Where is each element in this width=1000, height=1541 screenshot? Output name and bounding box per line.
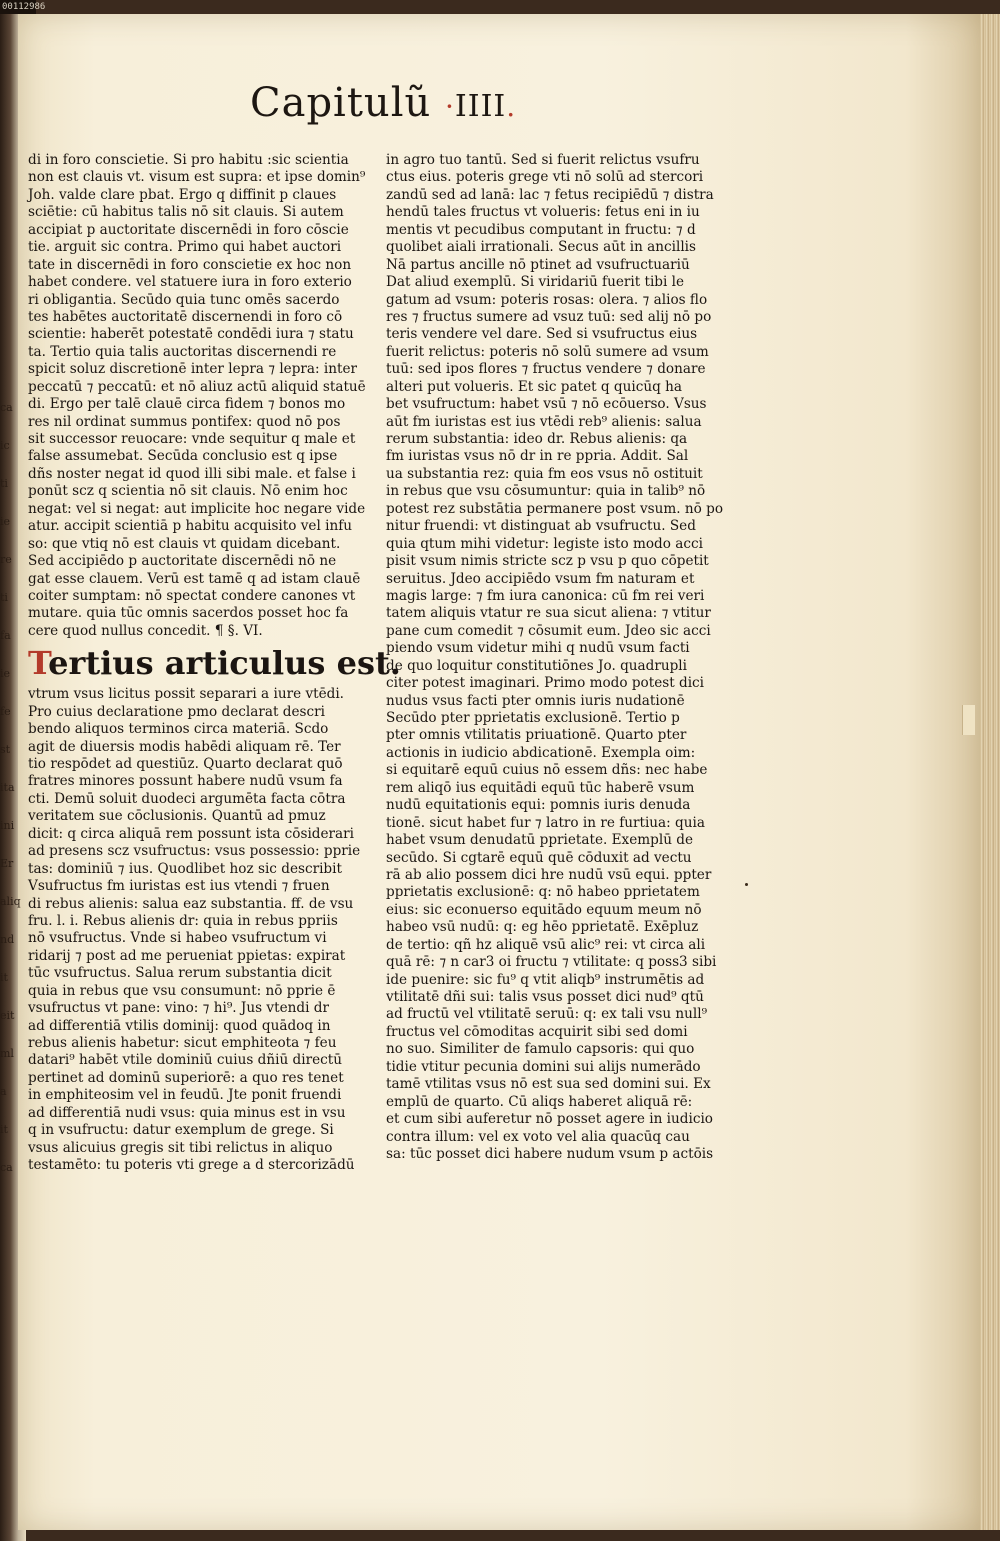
margin-fragment: Er [0, 857, 14, 870]
text-line: in rebus que vsu cōsumuntur: quia in talib⁹ nō [386, 483, 706, 500]
text-line: veritatem sue cōclusionis. Quantū ad pmuz [28, 808, 326, 825]
chapter-mark: . [506, 90, 517, 123]
text-line: fructus vel cōmoditas acquirit sibi sed domi [386, 1023, 688, 1040]
catalog-id: 00112986 [2, 2, 46, 12]
text-line: dicit: q circa aliquā rem possunt ista cōsiderari [28, 825, 354, 842]
text-line: zandū sed ad lanā: lac ⁊ fetus recipiēdū ⁊ distra [386, 186, 714, 203]
left-column-top [28, 152, 366, 640]
margin-fragment: ie [0, 667, 11, 680]
margin-fragment: nd [0, 933, 15, 946]
text-line: vtilitatē dñi sui: talis vsus posset dici nud⁹ qtū [386, 989, 704, 1005]
text-line: pisit vsum nimis stricte scz p vsu p quo cōpetit [386, 553, 709, 570]
margin-fragment: fe [0, 705, 11, 718]
text-line: res nil ordinat summus pontifex: quod nō pos [28, 413, 341, 430]
page-edges [980, 14, 1000, 1530]
text-line: mentis vt pecudibus computant in fructu: ⁊ d [386, 221, 696, 238]
text-line: vsufructus vt pane: vino: ⁊ hi⁹. Jus vtendi dr [28, 1000, 329, 1017]
text-line: Secūdo pter pprietatis exclusionē. Tertio p [386, 710, 680, 726]
ink-blot [745, 883, 748, 886]
text-line: rā ab alio possem dici hre nudū vsū equi. ppter [386, 866, 712, 883]
text-line: ide puenire: sic fu⁹ q vtit aliqb⁹ instrumētis ad [386, 971, 705, 988]
text-line: tamē vtilitas vsus nō est sua sed domini sui. Ex [386, 1076, 711, 1093]
text-line: nō vsufructus. Vnde si habeo vsufructum vi [28, 930, 327, 947]
text-line: actionis in iudicio abdicationē. Exempla oim: [386, 744, 696, 761]
text-line: ctus eius. poteris grege vti nō solū ad stercori [386, 169, 704, 186]
text-line: Sed accipiēdo p auctoritate discernēdi nō ne [28, 553, 337, 570]
text-line: quia in rebus que vsu consumunt: nō pprie ē [28, 982, 336, 999]
text-line: tas: dominiū ⁊ ius. Quodlibet hoz sic describit [28, 860, 342, 877]
text-line: so: que vtiq nō est clauis vt quidam dicebant. [28, 535, 341, 552]
text-line: agit de diuersis modis habēdi aliquam rē. Ter [28, 738, 341, 755]
text-line: sciētie: cū habitus talis nō sit clauis. Si autem [28, 204, 344, 221]
text-line: pane cum comedit ⁊ cōsumit eum. Jdeo sic acci [386, 622, 711, 639]
text-line: sa: tūc posset dici habere nudum vsum p actōis [386, 1145, 714, 1162]
margin-fragment: ti [0, 477, 8, 490]
margin-fragment: ini [0, 819, 15, 832]
text-line: peccatū ⁊ peccatū: et nō aliuz actū aliquid statuē [28, 378, 366, 395]
margin-fragment: ic [0, 439, 10, 452]
text-line: quia qtum mihi videtur: legiste isto modo acci [386, 535, 703, 552]
text-line: negat: vel si negat: aut implicite hoc negare vide [28, 500, 366, 517]
text-line: tate in discernēdi in foro conscietie ex hoc non [28, 256, 352, 273]
text-line: atur. accipit scientiā p habitu acquisito vel infu [28, 518, 353, 535]
text-line: vsus alicuius gregis sit tibi relictus in aliquo [28, 1139, 333, 1156]
text-line: Pro cuius declaratione pmo declarat descri [28, 703, 325, 720]
left-margin-fragments [0, 400, 22, 1198]
text-line: spicit soluz discretionē inter lepra ⁊ lepra: inter [28, 361, 358, 378]
text-line: fuerit relictus: poteris nō solū sumere ad vsum [386, 343, 709, 360]
text-line: sit successor reuocare: vnde sequitur q male et [28, 431, 356, 447]
text-line: quā rē: ⁊ n car3 oi fructu ⁊ vtilitate: q poss3 sibi [386, 954, 717, 971]
margin-fragment: ita [0, 781, 15, 794]
text-line: in agro tuo tantū. Sed si fuerit relictus vsufru [386, 152, 700, 168]
text-line: pprietatis exclusionē: q: nō habeo pprietatem [386, 884, 700, 901]
margin-fragment: ca [0, 401, 13, 414]
text-line: Joh. valde clare pbat. Ergo q diffinit p claues [28, 186, 337, 203]
text-line: tuū: sed ipos flores ⁊ fructus vendere ⁊ donare [386, 361, 706, 378]
text-line: si equitarē equū cuius nō essem dñs: nec habe [386, 762, 708, 779]
text-line: in emphiteosim vel in feudū. Jte ponit fruendi [28, 1087, 342, 1104]
section-heading-text: ertius articulus est. [48, 644, 401, 683]
text-line: tie. arguit sic contra. Primo qui habet auctori [28, 239, 342, 256]
text-line: ridarij ⁊ post ad me perueniat ppietas: expirat [28, 947, 346, 964]
text-line: nudus vsus facti pter omnis iuris nudationē [386, 692, 685, 709]
text-line: Dat aliud exemplū. Si viridariū fuerit tibi le [386, 274, 685, 291]
text-line: quolibet aiali irrationali. Secus aūt in ancillis [386, 239, 697, 256]
text-line: rerum substantia: ideo dr. Rebus alienis: qa [386, 431, 688, 447]
text-line: ua substantia rez: quia fm eos vsus nō ostituit [386, 465, 703, 482]
text-line: non est clauis vt. visum est supra: et ipse domin⁹ [28, 169, 366, 186]
text-line: no suo. Similiter de famulo capsoris: qui quo [386, 1041, 695, 1058]
text-line: bet vsufructum: habet vsū ⁊ nō ecōuerso. Vsus [386, 396, 707, 413]
text-line: ad differentiā nudi vsus: quia minus est in vsu [28, 1104, 346, 1121]
text-line: teris vendere vel dare. Sed si vsufructus eius [386, 326, 698, 343]
text-line: habeo vsū nudū: q: eg hēo pprietatē. Exēpluz [386, 919, 699, 936]
text-line: false assumebat. Secūda conclusio est q ipse [28, 448, 338, 465]
right-column [386, 152, 724, 1163]
text-line: res ⁊ fructus sumere ad vsuz tuū: sed alij nō po [386, 308, 712, 325]
text-line: de quo loquitur constitutiōnes Jo. quadrupli [386, 657, 688, 674]
margin-fragment: it [0, 971, 8, 984]
text-line: datari⁹ habēt vtile dominiū cuius dñiū directū [28, 1052, 342, 1069]
page-tab [962, 705, 975, 735]
margin-fragment: re [0, 553, 12, 566]
text-line: piendo vsum videtur mihi q nudū vsum facti [386, 640, 690, 657]
margin-fragment: eit [0, 1009, 15, 1022]
left-column [28, 152, 401, 1175]
margin-fragment: it [0, 1123, 8, 1136]
text-line: tatem aliquis vtatur re sua sicut aliena: ⁊ vtitur [386, 605, 711, 622]
text-line: contra illum: vel ex voto vel alia quacūq cau [386, 1128, 690, 1145]
text-line: gatum ad vsum: poteris rosas: olera. ⁊ alios flo [386, 291, 708, 308]
text-line: ri obligantia. Secūdo quia tunc omēs sacerdo [28, 291, 340, 308]
text-line: bendo aliquos terminos circa materiā. Scdo [28, 721, 329, 738]
text-line: et cum sibi auferetur nō posset agere in iudicio [386, 1111, 713, 1128]
text-line: q in vsufructu: datur exemplum de grege. Si [28, 1122, 334, 1139]
text-line: habet condere. vel statuere iura in foro exterio [28, 274, 352, 291]
text-line: ad differentiā vtilis dominij: quod quādoq in [28, 1017, 331, 1034]
text-line: pertinet ad dominū superiorē: a quo res tenet [28, 1069, 344, 1086]
text-line: potest rez substātia permanere post vsum. nō po [386, 500, 724, 517]
text-line: vtrum vsus licitus possit separari a iure vtēdi. [28, 686, 345, 703]
text-line: fm iuristas vsus nō dr in re ppria. Addit. Sal [386, 448, 689, 465]
text-line: ad fructū vel vtilitatē seruū: q: ex tali vsu null⁹ [386, 1006, 708, 1023]
text-line: scientie: haberēt potestatē condēdi iura ⁊ statu [28, 326, 354, 343]
text-line: rem aliqō ius equitādi equū tūc haberē vsum [386, 779, 695, 796]
margin-fragment: ml [0, 1047, 14, 1060]
chapter-heading [250, 80, 516, 126]
margin-fragment: ca [0, 1161, 13, 1174]
text-line: fru. l. i. Rebus alienis dr: quia in rebus ppriis [28, 912, 338, 929]
text-line: di rebus alienis: salua eaz substantia. ff. de vsu [28, 895, 354, 912]
text-line: magis large: ⁊ fm iura canonica: cū fm rei veri [386, 587, 705, 604]
text-line: alteri put volueris. Et sic patet q quicūq ha [386, 378, 682, 395]
text-line: di. Ergo per talē clauē circa fidem ⁊ bonos mo [28, 396, 346, 413]
text-line: seruitus. Jdeo accipiēdo vsum fm naturam et [386, 570, 695, 587]
text-line: de tertio: qñ hz aliquē vsū alic⁹ rei: vt circa ali [386, 936, 706, 953]
text-line: pter omnis vtilitatis priuationē. Quarto pter [386, 727, 687, 744]
margin-fragment: ti [0, 591, 8, 604]
text-line: fratres minores possunt habere nudū vsum fa [28, 773, 343, 790]
text-line: ad presens scz vsufructus: vsus possessio: pprie [28, 843, 361, 860]
chapter-number: IIII [454, 89, 507, 124]
text-line: di in foro conscietie. Si pro habitu :sic scientia [28, 152, 349, 168]
text-line: nitur fruendi: vt distinguat ab vsufructu. Sed [386, 518, 696, 535]
text-line: mutare. quia tūc omnis sacerdos posset hoc fa [28, 605, 349, 622]
text-line: tūc vsufructus. Salua rerum substantia dicit [28, 965, 332, 982]
text-line: rebus alienis habetur: sicut emphiteota ⁊ feu [28, 1035, 337, 1051]
text-line: hendū tales fructus vt volueris: fetus eni in iu [386, 204, 700, 221]
text-line: aūt fm iuristas est ius vtēdi reb⁹ alienis: salua [386, 413, 702, 430]
margin-fragment: ie [0, 515, 11, 528]
text-line: tio respōdet ad questiūz. Quarto declarat quō [28, 756, 343, 772]
section-heading [28, 642, 401, 684]
text-line: ponūt scz q scientia nō sit clauis. Nō enim hoc [28, 483, 348, 500]
text-line: tionē. sicut habet fur ⁊ latro in re furtiua: quia [386, 814, 705, 831]
text-line: eius: sic econuerso equitādo equum meum nō [386, 901, 702, 918]
text-line: tidie vtitur pecunia domini sui alijs numerādo [386, 1058, 701, 1075]
text-line: testamēto: tu poteris vti grege a d stercorizādū [28, 1157, 355, 1174]
margin-fragment: fa [0, 629, 11, 642]
text-line: accipiat p auctoritate discernēdi in foro cōscie [28, 221, 349, 238]
text-line: secūdo. Si cgtarē equū quē cōduxit ad vectu [386, 849, 692, 866]
text-line: citer potest imaginari. Primo modo potest dici [386, 675, 705, 692]
chapter-title: Capitulũ [250, 80, 432, 126]
margin-fragment: a [0, 1085, 7, 1098]
margin-fragment: aliq [0, 895, 21, 908]
section-initial: T [28, 644, 49, 683]
text-line: emplū de quarto. Cū aliqs haberet aliquā rē: [386, 1093, 693, 1110]
text-line: nudū equitationis equi: pomnis iuris denuda [386, 797, 691, 814]
text-line: gat esse clauem. Verū est tamē q ad istam clauē [28, 570, 361, 587]
text-line: cti. Demū soluit duodeci argumēta facta cōtra [28, 790, 346, 807]
text-line: habet vsum denudatū pprietate. Exemplū de [386, 832, 694, 849]
chapter-dot: · [444, 90, 455, 123]
text-line: cere quod nullus concedit. ¶ §. VI. [28, 622, 263, 639]
text-line: dñs noster negat id quod illi sibi male. et false i [28, 465, 356, 482]
text-line: tes habētes auctoritatē discernendi in foro cō [28, 308, 343, 325]
left-column-bottom [28, 686, 361, 1174]
margin-fragment: st [0, 743, 11, 756]
text-line: coiter sumptam: nō spectat condere canones vt [28, 587, 356, 604]
text-line: ta. Tertio quia talis auctoritas discernendi re [28, 343, 337, 360]
text-line: Vsufructus fm iuristas est ius vtendi ⁊ fruen [28, 878, 330, 895]
text-line: Nā partus ancille nō ptinet ad vsufructuariū [386, 256, 690, 273]
